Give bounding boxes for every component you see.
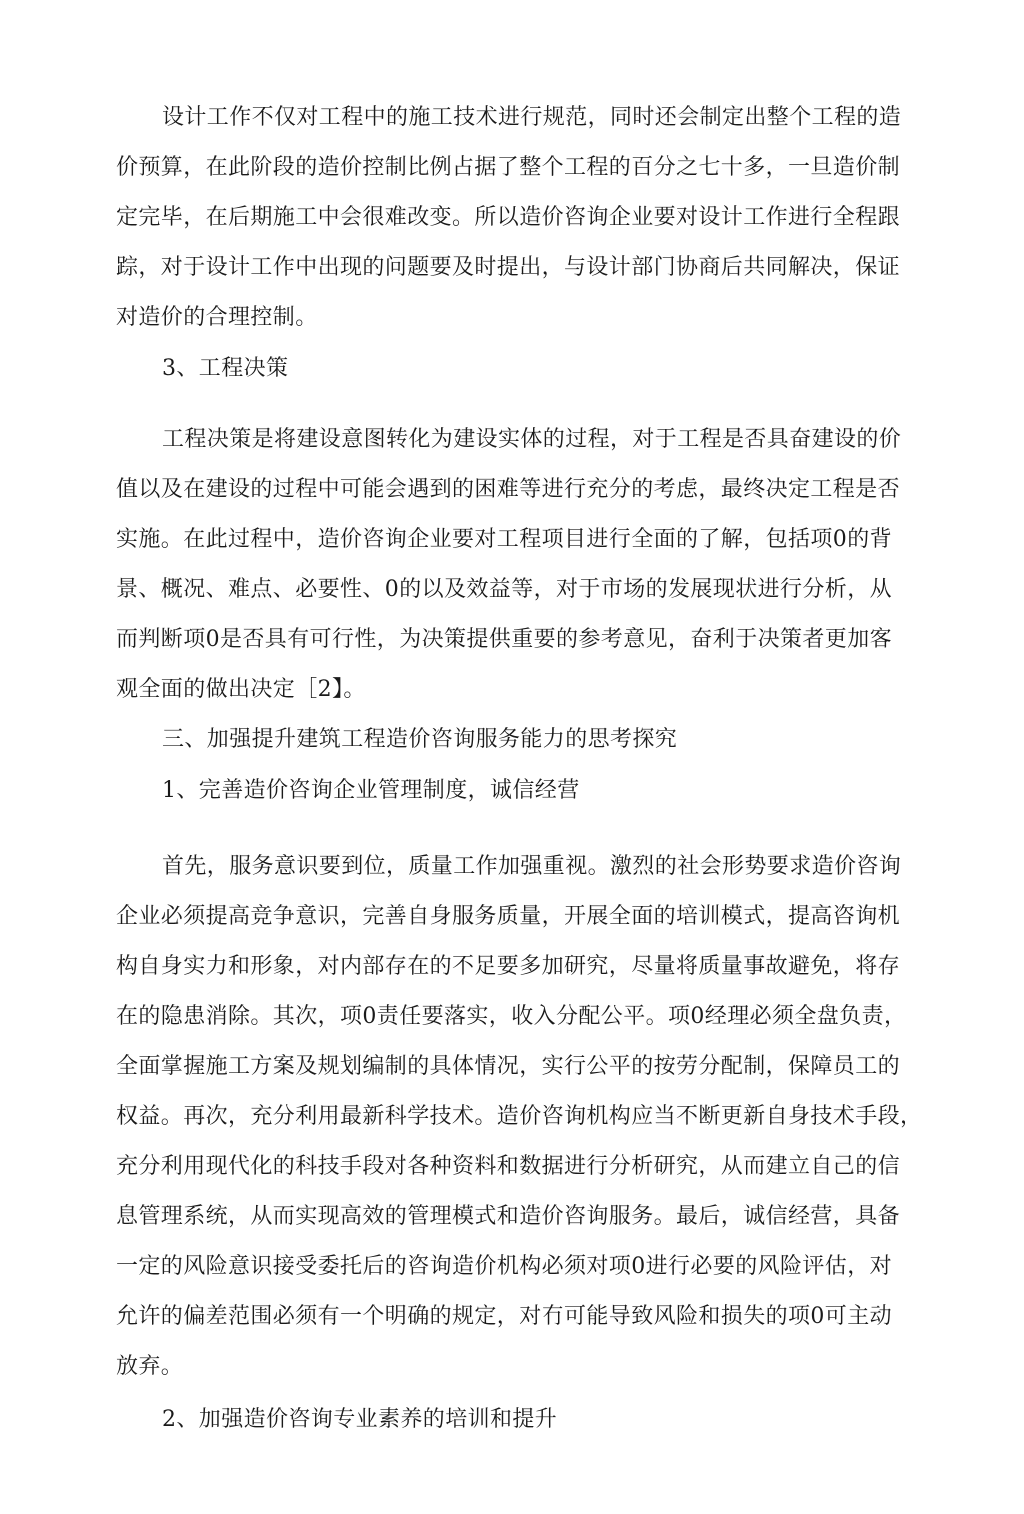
paragraph-1-line-2: 价预算，在此阶段的造价控制比例占据了整个工程的百分之七十多，一旦造价制 <box>116 155 901 180</box>
paragraph-3-line-8: 息管理系统，从而实现高效的管理模式和造价咨询服务。最后，诚信经营，具备 <box>116 1204 901 1229</box>
paragraph-2-line-1: 工程决策是将建设意图转化为建设实体的过程，对于工程是否具奋建设的价 <box>162 427 902 452</box>
paragraph-1-line-1: 设计工作不仅对工程中的施工技术进行规范，同时还会制定出整个工程的造 <box>162 105 902 130</box>
paragraph-2-line-4: 景、概况、难点、必要性、0的以及效益等，对于市场的发展现状进行分析，从 <box>116 577 892 602</box>
paragraph-3-line-6: 权益。再次，充分利用最新科学技术。造价咨询机构应当不断更新自身技术手段， <box>116 1104 923 1129</box>
subheading-1: 1、完善造价咨询企业管理制度，诚信经营 <box>162 778 580 803</box>
paragraph-2-line-5: 而判断项0是否具有可行性，为决策提供重要的参考意见，奋利于决策者更加客 <box>116 627 892 652</box>
paragraph-3-line-4: 在的隐患消除。其次，项0责任要落实，收入分配公平。项0经理必须全盘负责， <box>116 1004 907 1029</box>
paragraph-2-line-3: 实施。在此过程中，造价咨询企业要对工程项目进行全面的了解，包括项0的背 <box>116 527 892 552</box>
paragraph-2-line-6: 观全面的做出决定［2】。 <box>116 677 366 702</box>
heading-engineering-decision: 3、工程决策 <box>162 356 289 381</box>
paragraph-3-line-10: 允许的偏差范围必须有一个明确的规定，对冇可能导致风险和损失的项0可主动 <box>116 1304 892 1329</box>
paragraph-1-line-4: 踪，对于设计工作中出现的问题要及时提出，与设计部门协商后共同解决，保证 <box>116 255 901 280</box>
paragraph-3-line-5: 全面掌握施工方案及规划编制的具体情况，实行公平的按劳分配制，保障员工的 <box>116 1054 901 1079</box>
paragraph-2-line-2: 值以及在建设的过程中可能会遇到的困难等进行充分的考虑，最终决定工程是否 <box>116 477 901 502</box>
paragraph-3-line-11: 放弃。 <box>116 1354 184 1379</box>
section-heading-3: 三、加强提升建筑工程造价咨询服务能力的思考探究 <box>162 727 678 752</box>
paragraph-3-line-1: 首先，服务意识要到位，质量工作加强重视。激烈的社会形势要求造价咨询 <box>162 854 902 879</box>
paragraph-3-line-7: 充分利用现代化的科技手段对各种资料和数据进行分析研究，从而建立自己的信 <box>116 1154 901 1179</box>
paragraph-3-line-2: 企业必须提高竞争意识，完善自身服务质量，开展全面的培训模式，提高咨询机 <box>116 904 901 929</box>
paragraph-3-line-3: 构自身实力和形象，对内部存在的不足要多加研究，尽量将质量事故避免，将存 <box>116 954 901 979</box>
subheading-2: 2、加强造价咨询专业素养的培训和提升 <box>162 1407 558 1432</box>
paragraph-3-line-9: 一定的风险意识接受委托后的咨询造价机构必须对项0进行必要的风险评估，对 <box>116 1254 892 1279</box>
paragraph-1-line-5: 对造价的合理控制。 <box>116 305 318 330</box>
paragraph-1-line-3: 定完毕，在后期施工中会很难改变。所以造价咨询企业要对设计工作进行全程跟 <box>116 205 901 230</box>
